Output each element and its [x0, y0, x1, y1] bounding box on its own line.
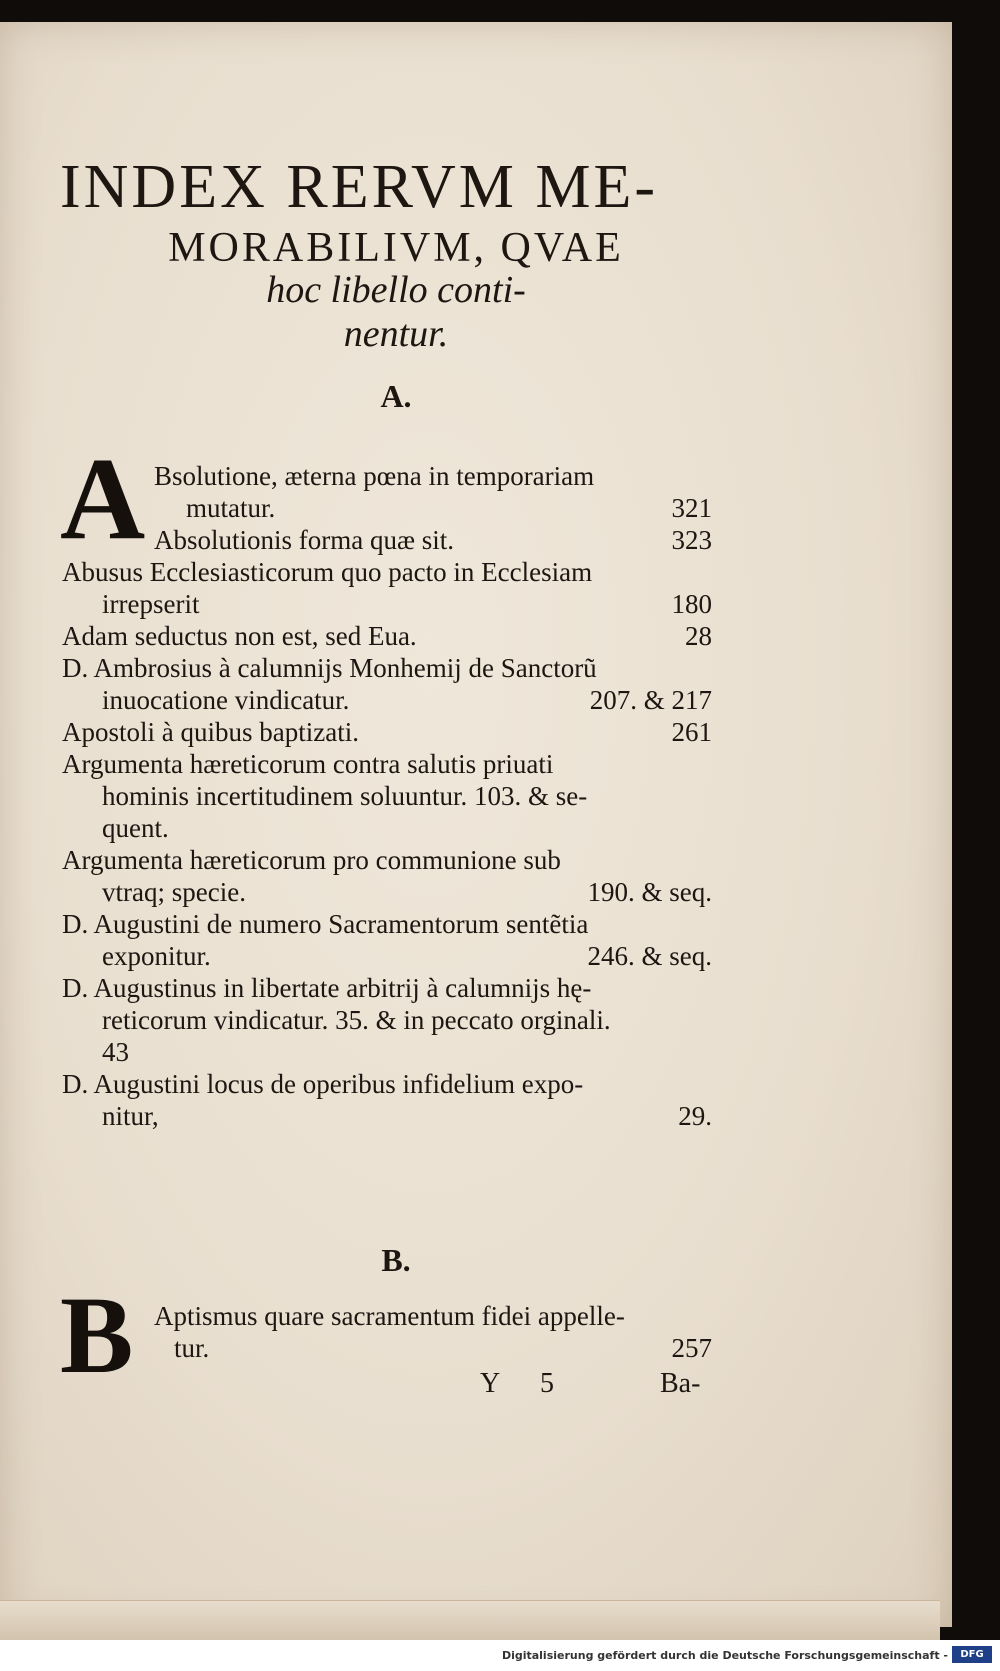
catchword: Ba-: [660, 1368, 701, 1399]
section-letter-a: A.: [380, 378, 412, 414]
entry-text: mutatur.: [186, 493, 276, 523]
entry-continuation: nitur,: [102, 1101, 159, 1131]
entry-text: Abusus Ecclesiasticorum quo pacto in Ecclesiam: [62, 557, 593, 587]
page-number: 323: [671, 525, 712, 555]
page-number: 246. & seq.: [587, 941, 712, 971]
index-entry: [62, 1068, 712, 1132]
index-entry: [62, 620, 712, 652]
index-entry: [62, 716, 712, 748]
entry-text: Absolutionis forma quæ sit.: [154, 525, 455, 555]
section-b-entries: [62, 1300, 712, 1364]
page-number: 257: [671, 1333, 712, 1363]
index-entry: [62, 908, 712, 972]
entry-continuation: exponitur.: [102, 941, 211, 971]
index-entry: [62, 492, 712, 524]
entry-continuation: irrepserit: [102, 589, 200, 619]
page-number: 190. & seq.: [587, 877, 712, 907]
page-number: 321: [671, 493, 712, 523]
page-number: 207. & 217: [589, 685, 712, 715]
entry-continuation: quent.: [102, 813, 169, 843]
entry-text: D. Augustini de numero Sacramentorum sentẽtia: [62, 909, 589, 939]
dropcap-b: B: [60, 1274, 134, 1396]
index-entry: [62, 748, 712, 844]
index-entry: [62, 556, 712, 620]
page-number: 180: [671, 589, 712, 619]
page-number: 261: [671, 717, 712, 747]
dropcap-a: A: [60, 433, 146, 564]
title-line-3: hoc libello conti-: [266, 269, 526, 311]
section-a-first-lines: [62, 460, 712, 556]
entry-text: Adam seductus non est, sed Eua.: [62, 621, 417, 651]
entry-text: Aptismus quare sacramentum fidei appelle-: [154, 1301, 625, 1331]
entry-text: D. Augustini locus de operibus infidelium expo-: [62, 1069, 584, 1099]
footer-credit: Digitalisierung gefördert durch die Deutsche Forschungsgemeinschaft -: [501, 1649, 948, 1662]
signature-mark: Y: [480, 1368, 501, 1399]
entry-text: D. Ambrosius à calumnijs Monhemij de Sanctorũ: [62, 653, 597, 683]
entry-text: Argumenta hæreticorum contra salutis priuati: [62, 749, 554, 779]
entry-continuation: reticorum vindicatur. 35. & in peccato orginali.: [102, 1005, 611, 1035]
index-entry: [62, 972, 712, 1068]
title-line-4: nentur.: [343, 313, 449, 355]
entry-continuation: 43: [102, 1037, 129, 1067]
title-line-2: MORABILIVM, QVAE: [168, 225, 624, 271]
entry-text: Argumenta hæreticorum pro communione sub: [62, 845, 561, 875]
entry-text: Apostoli à quibus baptizati.: [62, 717, 359, 747]
index-entry: [62, 460, 712, 492]
entry-text: D. Augustinus in libertate arbitrij à calumnijs hę-: [62, 973, 592, 1003]
section-letter-b: B.: [381, 1242, 411, 1278]
page-number: 29.: [678, 1101, 712, 1131]
entry-continuation: tur.: [174, 1333, 210, 1363]
page-bottom-edge: [0, 1600, 940, 1641]
page-number: 28: [685, 621, 712, 651]
entry-continuation: vtraq; specie.: [102, 877, 246, 907]
entry-text: Bsolutione, æterna pœna in temporariam: [154, 461, 595, 491]
entry-continuation: hominis incertitudinem soluuntur. 103. & se-: [102, 781, 588, 811]
dfg-logo: DFG: [952, 1646, 992, 1663]
entry-continuation: inuocatione vindicatur.: [102, 685, 350, 715]
title-line-1: INDEX RERVM ME-: [60, 153, 659, 221]
index-entry: [62, 524, 712, 556]
index-entry: [62, 1300, 712, 1364]
signature-number: 5: [540, 1368, 554, 1399]
index-entry: [62, 844, 712, 908]
index-entry: [62, 652, 712, 716]
section-a-entries: [62, 556, 712, 1132]
